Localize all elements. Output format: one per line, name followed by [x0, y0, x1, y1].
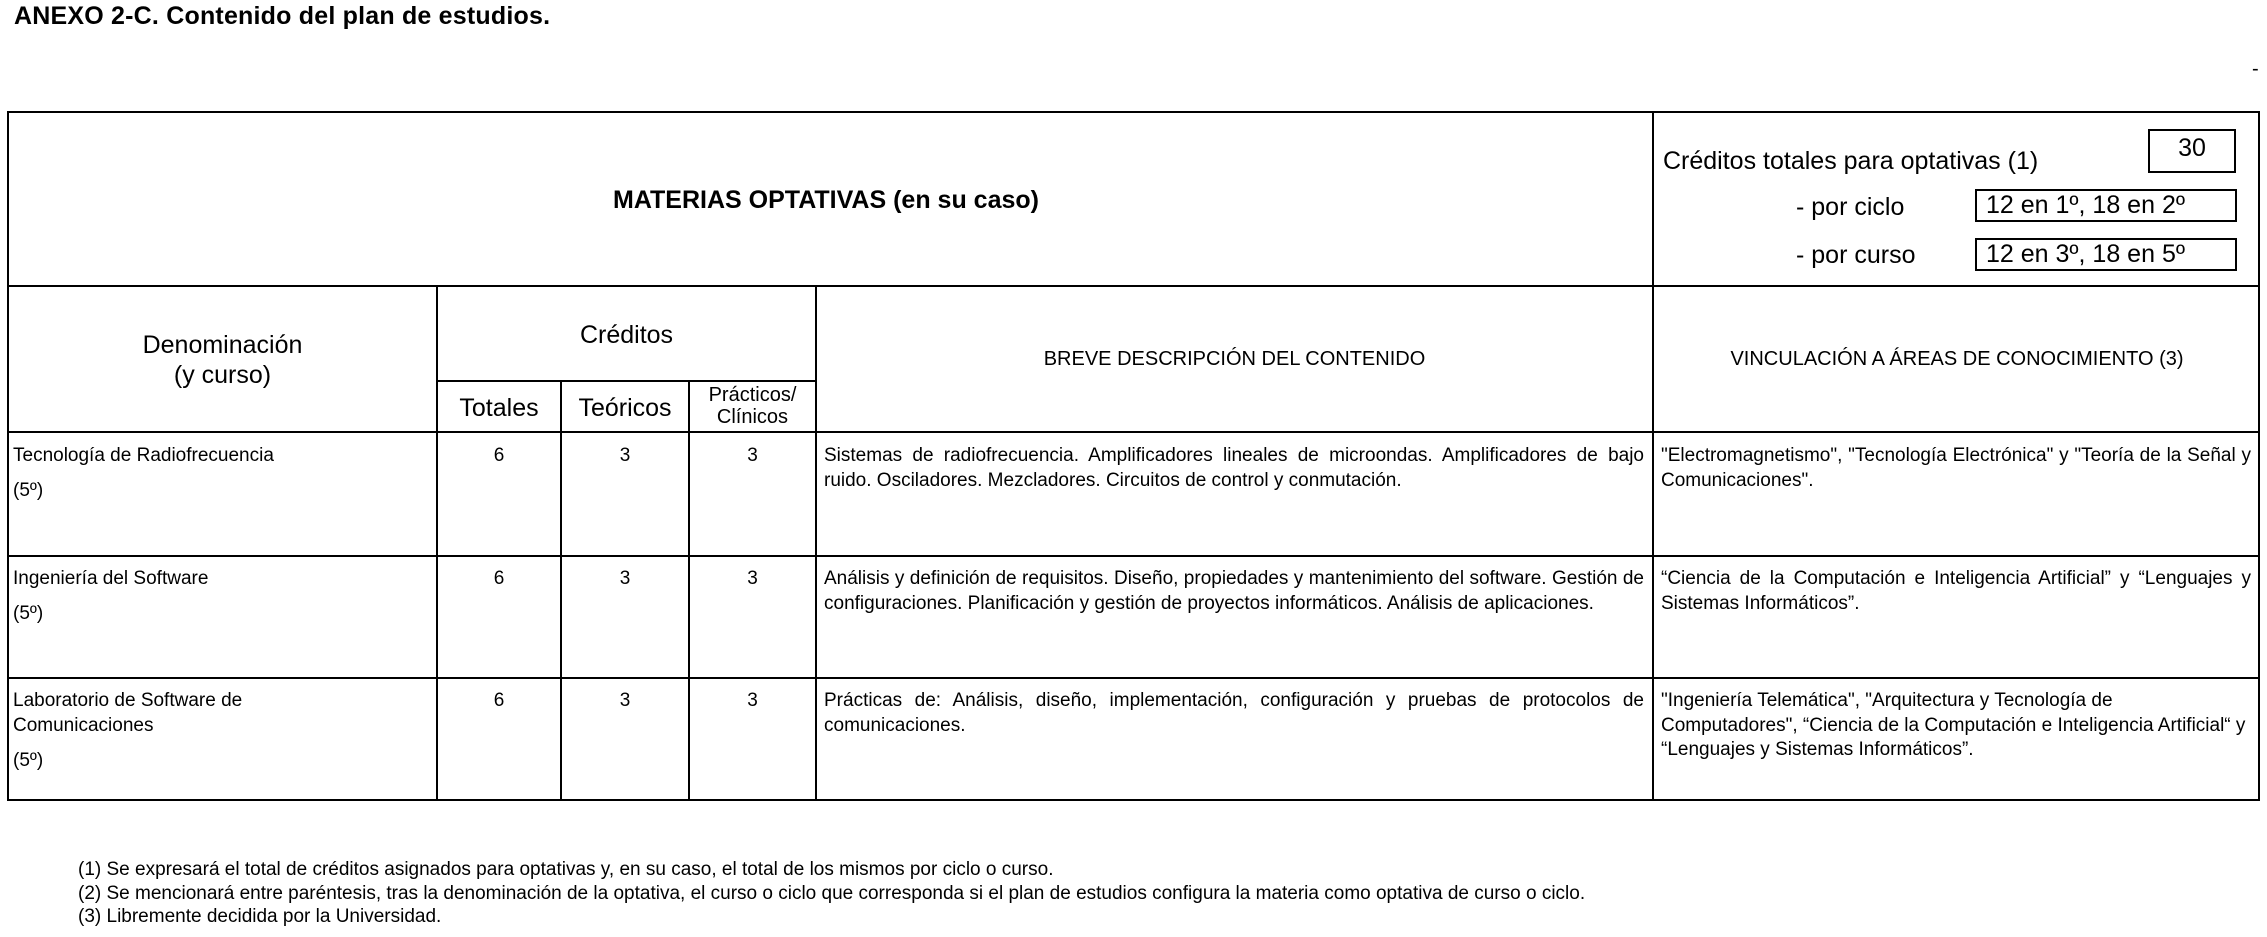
table-row-name: Laboratorio de Software de Comunicaciones: [13, 690, 243, 736]
column-header-areas: VINCULACIÓN A ÁREAS DE CONOCIMIENTO (3): [1730, 348, 2184, 370]
per-cycle-box: 12 en 1º, 18 en 2º: [1975, 189, 2237, 222]
column-header-practice: [690, 384, 815, 428]
column-header-description: BREVE DESCRIPCIÓN DEL CONTENIDO: [1043, 348, 1426, 370]
table-row-name: Tecnología de Radiofrecuencia: [13, 445, 274, 466]
column-header-practice-line2: Clínicos: [716, 406, 789, 428]
table-row-course: (5º): [13, 603, 44, 624]
table-row-theory: 3: [619, 568, 631, 589]
credits-total-box: 30: [2148, 129, 2236, 173]
table-row-practice: 3: [747, 445, 758, 466]
column-header-name-line1: Denominación: [142, 331, 303, 359]
table-row-description: Análisis y definición de requisitos. Diseño, propiedades y mantenimiento del software. Gestión de configuraciones. Planificación y gestión de proyectos informáticos. Análisis de aplicaciones.: [824, 568, 1644, 614]
table-row-areas: “Ciencia de la Computación e Inteligencia Artificial” y “Lenguajes y Sistemas Informáticos”.: [1661, 568, 2251, 614]
row-separator: [7, 555, 2260, 557]
row-separator: [7, 677, 2260, 679]
table-row-areas: "Electromagnetismo", "Tecnología Electrónica" y "Teoría de la Señal y Comunicaciones".: [1661, 445, 2251, 491]
column-header-name: [9, 330, 436, 390]
table-row-areas: "Ingeniería Telemática", "Arquitectura y Tecnología de Computadores", “Ciencia de la Computación e Inteligencia Artificial“ y “Lenguajes y Sistemas Informáticos”.: [1661, 690, 2246, 760]
table-row-totals: 6: [493, 690, 505, 711]
per-course-box: 12 en 3º, 18 en 5º: [1975, 238, 2237, 271]
page-title: ANEXO 2-C. Contenido del plan de estudios.: [14, 2, 551, 30]
column-header-name-line2: (y curso): [173, 361, 272, 389]
table-row-totals: 6: [493, 445, 505, 466]
per-cycle-label: - por ciclo: [1796, 193, 1905, 221]
table-row-description: Prácticas de: Análisis, diseño, implementación, configuración y pruebas de protocolos de comunicaciones.: [824, 690, 1644, 736]
header-separator: [7, 285, 2260, 287]
table-row-course: (5º): [13, 480, 44, 501]
table-row-description: Sistemas de radiofrecuencia. Amplificadores lineales de microondas. Amplificadores de bajo ruido. Osciladores. Mezcladores. Circuitos de control y conmutación.: [824, 445, 1644, 491]
column-header-separator: [7, 431, 2260, 433]
column-header-theory: Teóricos: [578, 394, 672, 422]
per-course-label: - por curso: [1796, 241, 1916, 269]
column-header-practice-line1: Prácticos/: [708, 384, 797, 406]
credits-subheader-separator: [436, 380, 816, 382]
table-row-practice: 3: [747, 568, 758, 589]
footnote: (3) Libremente decidida por la Universidad.: [78, 906, 442, 927]
footnote: (1) Se expresará el total de créditos asignados para optativas y, en su caso, el total de los mismos por ciclo o curso.: [78, 859, 1054, 880]
table-row-name: Ingeniería del Software: [13, 568, 209, 589]
top-section-divider: [1652, 111, 1654, 801]
table-row-theory: 3: [619, 445, 631, 466]
edge-mark: -: [2252, 58, 2259, 80]
column-divider: [436, 285, 438, 801]
credits-total-label: Créditos totales para optativas (1): [1663, 147, 2039, 175]
column-header-credits: Créditos: [579, 321, 674, 349]
column-header-totals: Totales: [459, 394, 539, 422]
table-row-theory: 3: [619, 690, 631, 711]
table-row-course: (5º): [13, 750, 44, 771]
table-row-practice: 3: [747, 690, 758, 711]
materias-optativas-title: MATERIAS OPTATIVAS (en su caso): [613, 186, 1039, 214]
table-row-totals: 6: [493, 568, 505, 589]
footnote: (2) Se mencionará entre paréntesis, tras la denominación de la optativa, el curso o ciclo que corresponda si el plan de estudios configura la materia como optativa de curso o ciclo.: [78, 883, 1586, 904]
